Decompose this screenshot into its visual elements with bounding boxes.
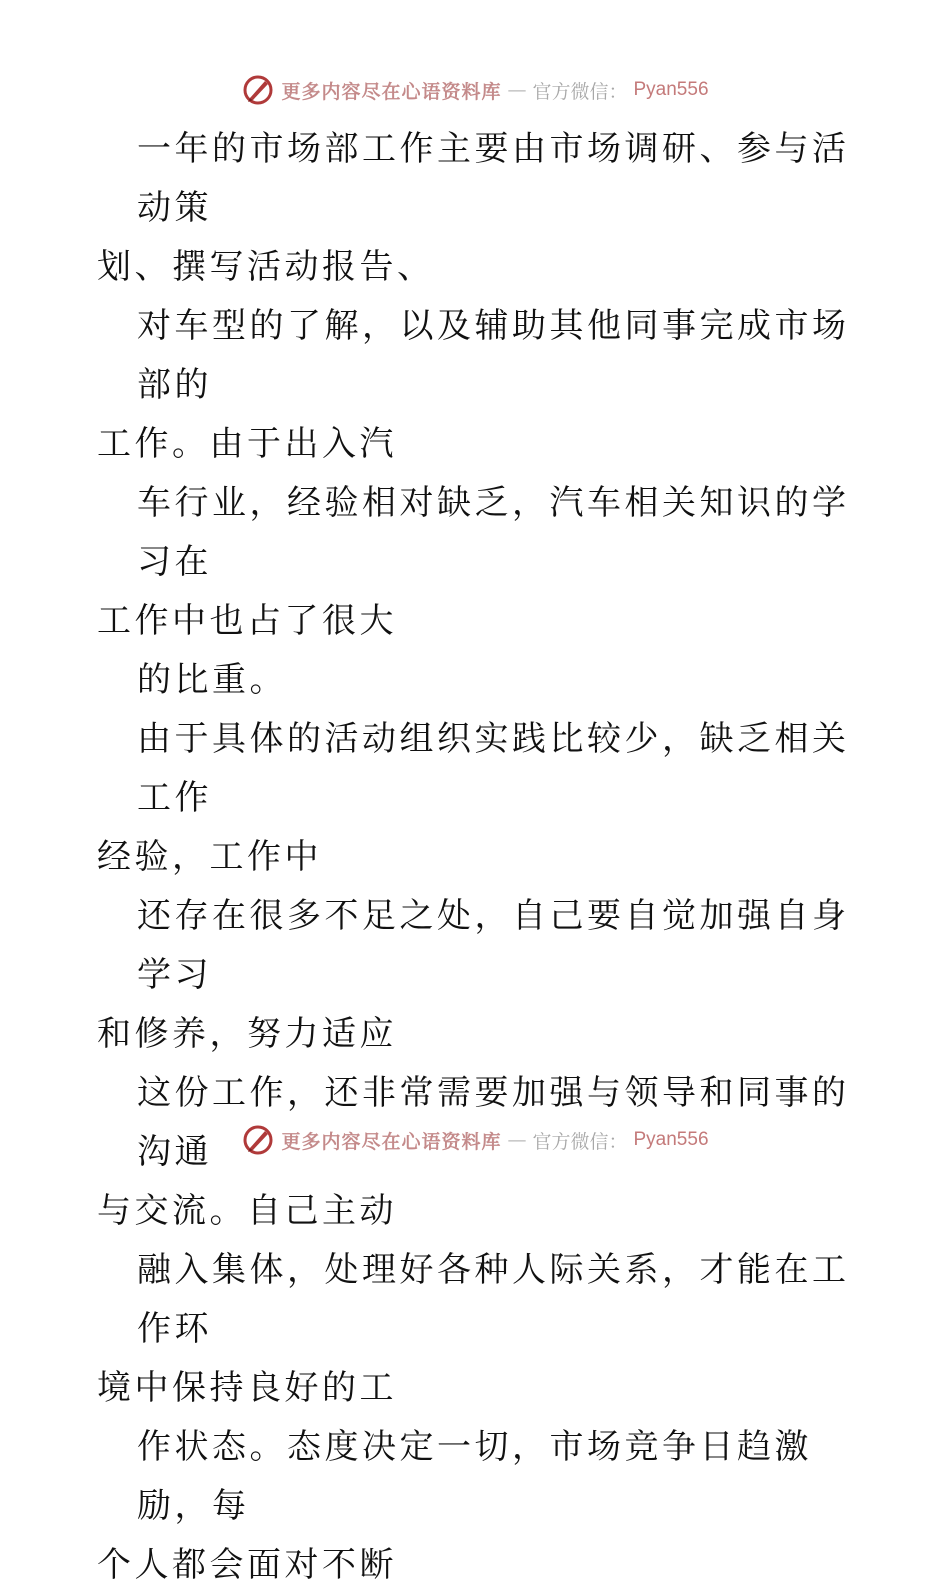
paragraph [97, 1241, 857, 1418]
pen-logo-icon [241, 1123, 275, 1157]
paragraph [97, 1418, 857, 1595]
footer-wechat-id: Pyan556 [633, 1129, 709, 1150]
document-body [97, 120, 857, 1595]
footer-wechat-label: 官方微信： [532, 1130, 628, 1153]
header-wechat-id: Pyan556 [633, 79, 709, 100]
header-watermark [0, 70, 950, 110]
paragraph [97, 474, 857, 651]
footer-site-text: 更多内容尽在心语资料库 [281, 1130, 502, 1153]
text-line: 和修养，努力适应 [97, 1014, 397, 1054]
text-line: 划、撰写活动报告、 [97, 247, 435, 287]
paragraph [97, 887, 857, 1064]
text-line: 由于具体的活动组织实践比较少，缺乏相关工作 [137, 719, 850, 818]
text-line: 一年的市场部工作主要由市场调研、参与活动策 [137, 129, 850, 228]
footer-watermark [0, 1120, 950, 1160]
text-line: 还存在很多不足之处，自己要自觉加强自身学习 [137, 896, 850, 995]
pen-logo-icon [241, 73, 275, 107]
text-line: 对车型的了解，以及辅助其他同事完成市场部的 [137, 306, 850, 405]
paragraph [97, 120, 857, 297]
text-line: 的比重。 [137, 660, 287, 700]
text-line: 工作中也占了很大 [97, 601, 397, 641]
header-dash: — [507, 79, 527, 101]
paragraph [97, 651, 857, 710]
header-site-text: 更多内容尽在心语资料库 [281, 80, 502, 103]
text-line: 车行业，经验相对缺乏，汽车相关知识的学习在 [137, 483, 850, 582]
text-line: 工作。由于出入汽 [97, 424, 397, 464]
text-line: 个人都会面对不断 [97, 1545, 397, 1585]
text-line: 作状态。态度决定一切，市场竞争日趋激励，每 [137, 1427, 812, 1526]
paragraph [97, 710, 857, 887]
header-wechat-label: 官方微信： [532, 80, 628, 103]
text-line: 经验，工作中 [97, 837, 322, 877]
text-line: 境中保持良好的工 [97, 1368, 397, 1408]
text-line: 与交流。自己主动 [97, 1191, 397, 1231]
footer-dash: — [507, 1129, 527, 1151]
text-line: 融入集体，处理好各种人际关系，才能在工作环 [137, 1250, 850, 1349]
paragraph [97, 297, 857, 474]
text-line: 这份工作，还非常需要加强与领导和同事的沟通 [137, 1073, 850, 1172]
